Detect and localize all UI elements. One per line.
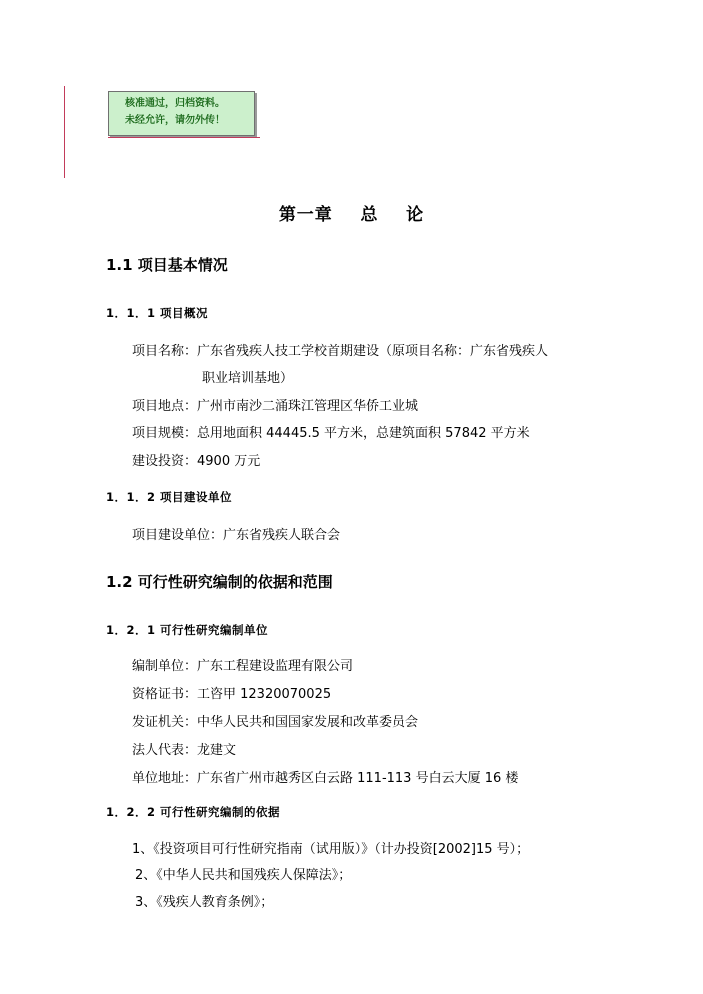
- section-heading-1-2: 1.2 可行性研究编制的依据和范围: [106, 573, 333, 591]
- subsection-heading-1-2-1: 1．2．1 可行性研究编制单位: [106, 623, 269, 637]
- project-name-line-1: 项目名称：广东省残疾人技工学校首期建设（原项目名称：广东省残疾人: [132, 344, 549, 359]
- chapter-title: 第一章 总 论: [278, 205, 425, 225]
- basis-item: 1、《投资项目可行性研究指南（试用版）》（计办投资[2002]15 号）；: [132, 842, 530, 857]
- section-heading-1-1: 1.1 项目基本情况: [106, 256, 228, 274]
- stamp-underline: [108, 137, 260, 138]
- margin-line: [64, 86, 65, 178]
- project-location: 项目地点：广州市南沙二涌珠江管理区华侨工业城: [132, 399, 419, 414]
- project-investment: 建设投资：4900 万元: [132, 454, 261, 469]
- stamp-line-2: 未经允许，请勿外传！: [125, 115, 225, 126]
- qualification-cert: 资格证书：工咨甲 12320070025: [132, 687, 332, 702]
- subsection-heading-1-1-2: 1．1．2 项目建设单位: [106, 490, 233, 504]
- subsection-heading-1-2-2: 1．2．2 可行性研究编制的依据: [106, 805, 281, 819]
- basis-item: 2、《中华人民共和国残疾人保障法》；: [135, 868, 352, 883]
- unit-address: 单位地址：广东省广州市越秀区白云路 111-113 号白云大厦 16 楼: [132, 771, 519, 786]
- construction-unit: 项目建设单位：广东省残疾人联合会: [132, 528, 341, 543]
- approval-stamp: [108, 91, 255, 136]
- project-name-line-2: 职业培训基地）: [202, 371, 294, 386]
- stamp-line-1: 核准通过，归档资料。: [125, 98, 225, 109]
- project-scale: 项目规模：总用地面积 44445.5 平方米，总建筑面积 57842 平方米: [132, 426, 530, 441]
- subsection-heading-1-1-1: 1．1．1 项目概况: [106, 306, 209, 320]
- compiling-unit: 编制单位：广东工程建设监理有限公司: [132, 659, 354, 674]
- legal-representative: 法人代表：龙建文: [132, 743, 237, 758]
- basis-item: 3、《残疾人教育条例》；: [135, 895, 274, 910]
- issuing-authority: 发证机关：中华人民共和国国家发展和改革委员会: [132, 715, 419, 730]
